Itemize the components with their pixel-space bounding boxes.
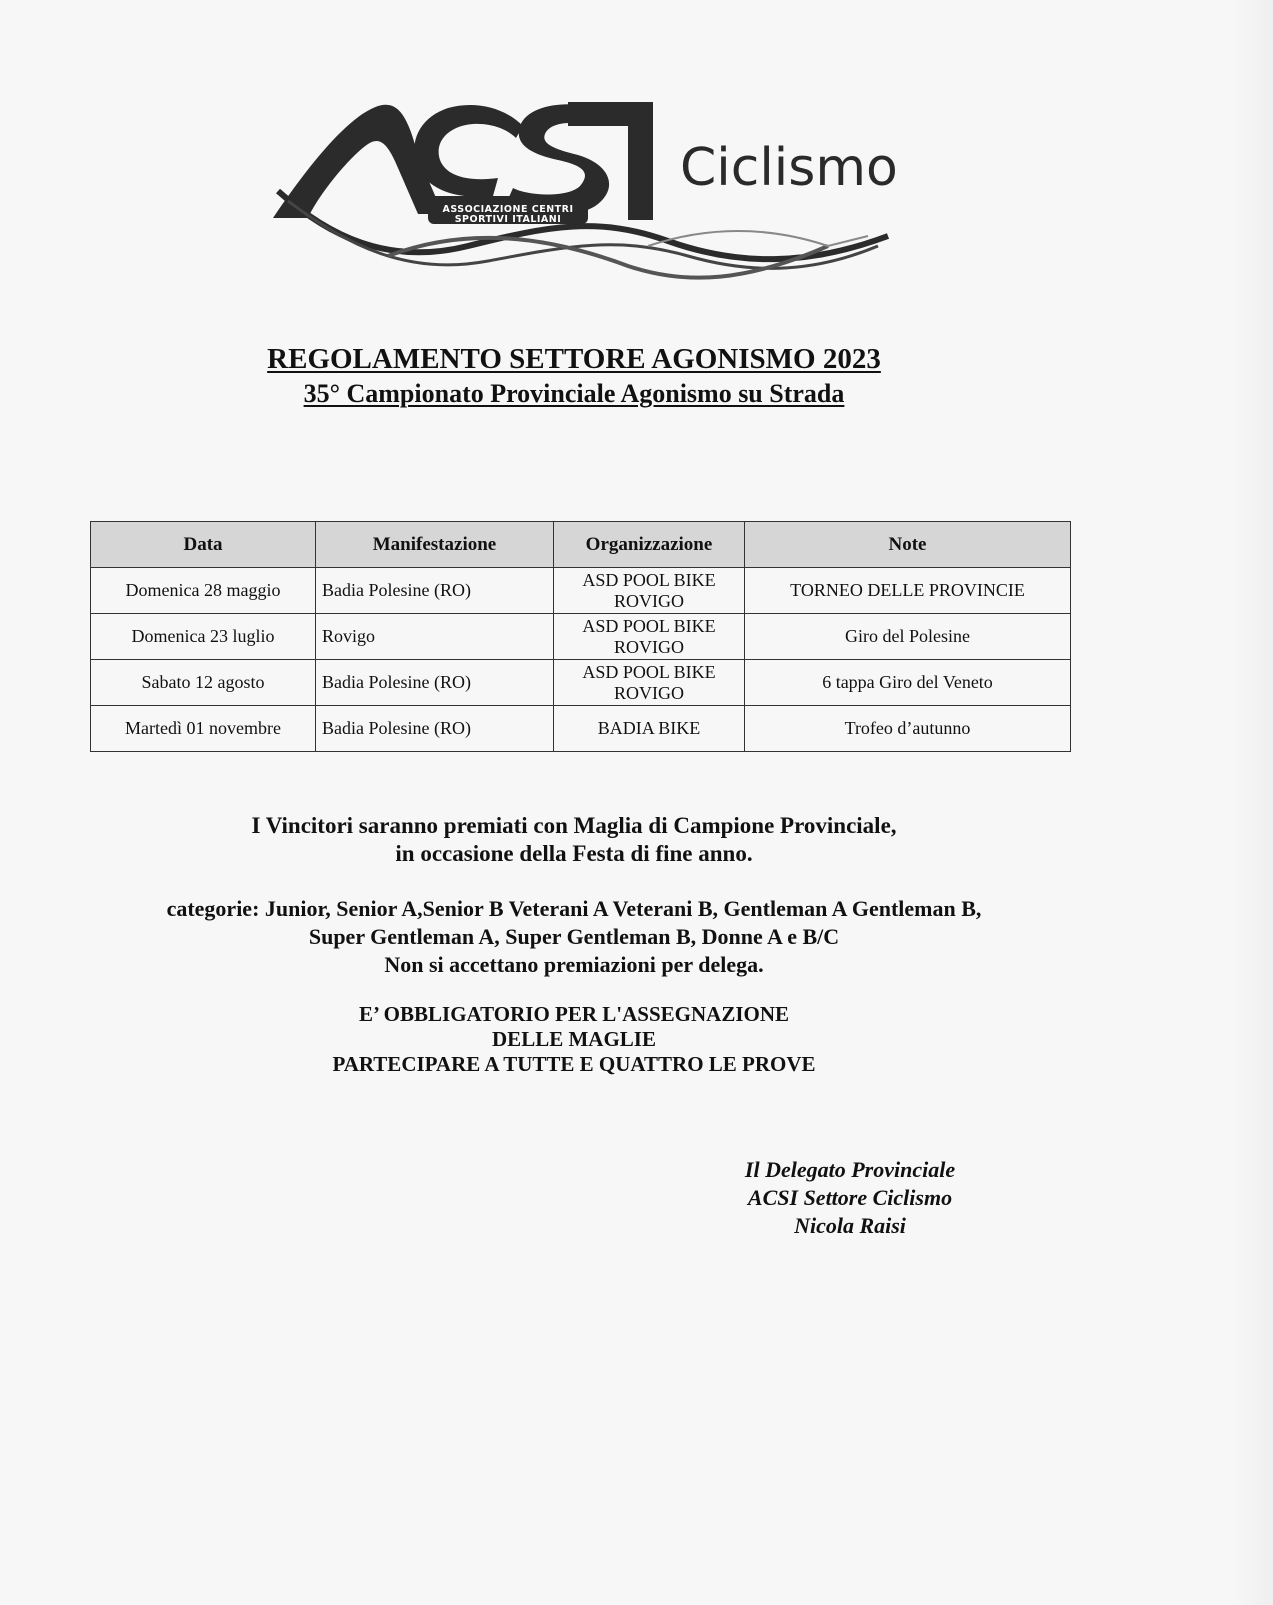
cell-data: Domenica 28 maggio <box>91 568 316 614</box>
document-subtitle: 35° Campionato Provinciale Agonismo su Strada <box>303 379 845 408</box>
org-line2: ROVIGO <box>614 590 684 611</box>
cell-manifestazione: Badia Polesine (RO) <box>316 660 554 706</box>
cell-note: 6 tappa Giro del Veneto <box>745 660 1071 706</box>
cell-organizzazione <box>554 706 745 752</box>
categories-line3: Non si accettano premiazioni per delega. <box>384 952 764 977</box>
categories-line2: Super Gentleman A, Super Gentleman B, Donne A e B/C <box>308 924 840 949</box>
table-header-row <box>91 522 1071 568</box>
cell-data: Domenica 23 luglio <box>91 614 316 660</box>
column-header-data: Data <box>91 522 316 568</box>
logo-subtitle-line2: SPORTIVI ITALIANI <box>454 214 562 225</box>
cell-organizzazione <box>554 660 745 706</box>
signature-name: Nicola Raisi <box>794 1213 906 1238</box>
awards-paragraph <box>0 812 1148 868</box>
signature-organization: ACSI Settore Ciclismo <box>747 1185 953 1210</box>
cell-manifestazione: Rovigo <box>316 614 554 660</box>
column-header-manifestazione: Manifestazione <box>316 522 554 568</box>
logo-ciclismo-text: Ciclismo <box>680 138 898 198</box>
org-line2: ROVIGO <box>614 636 684 657</box>
cell-note: TORNEO DELLE PROVINCIE <box>745 568 1071 614</box>
document-title: REGOLAMENTO SETTORE AGONISMO 2023 <box>267 343 881 375</box>
column-header-note: Note <box>745 522 1071 568</box>
signature-block <box>720 1156 980 1240</box>
org-line2: ROVIGO <box>614 682 684 703</box>
cell-manifestazione: Badia Polesine (RO) <box>316 568 554 614</box>
categories-paragraph <box>0 895 1148 979</box>
page-edge-shadow <box>1233 0 1273 1605</box>
column-header-organizzazione: Organizzazione <box>554 522 745 568</box>
obligation-line3: PARTECIPARE A TUTTE E QUATTRO LE PROVE <box>332 1052 816 1076</box>
cell-note: Giro del Polesine <box>745 614 1071 660</box>
obligation-paragraph <box>0 1002 1148 1077</box>
org-line1: ASD POOL BIKE <box>582 661 716 682</box>
categories-line1: categorie: Junior, Senior A,Senior B Veterani A Veterani B, Gentleman A Gentleman B, <box>166 896 982 921</box>
cell-note: Trofeo d’autunno <box>745 706 1071 752</box>
table-row <box>91 660 1071 706</box>
cell-data: Sabato 12 agosto <box>91 660 316 706</box>
table-row <box>91 706 1071 752</box>
awards-line1: I Vincitori saranno premiati con Maglia di Campione Provinciale, <box>251 813 897 838</box>
org-line1: ASD POOL BIKE <box>582 569 716 590</box>
cell-organizzazione <box>554 568 745 614</box>
logo-subtitle-line1: ASSOCIAZIONE CENTRI <box>442 204 574 215</box>
logo-letter-c <box>414 105 523 197</box>
org-line1: ASD POOL BIKE <box>582 615 716 636</box>
cell-organizzazione <box>554 614 745 660</box>
obligation-line2: DELLE MAGLIE <box>492 1027 656 1051</box>
events-table <box>90 521 1071 752</box>
awards-line2: in occasione della Festa di fine anno. <box>395 841 753 866</box>
table-row <box>91 568 1071 614</box>
cell-manifestazione: Badia Polesine (RO) <box>316 706 554 752</box>
org-line1: BADIA BIKE <box>597 718 701 738</box>
obligation-line1: E’ OBBLIGATORIO PER L'ASSEGNAZIONE <box>358 1002 790 1026</box>
signature-role: Il Delegato Provinciale <box>744 1157 956 1182</box>
cell-data: Martedì 01 novembre <box>91 706 316 752</box>
table-row <box>91 614 1071 660</box>
